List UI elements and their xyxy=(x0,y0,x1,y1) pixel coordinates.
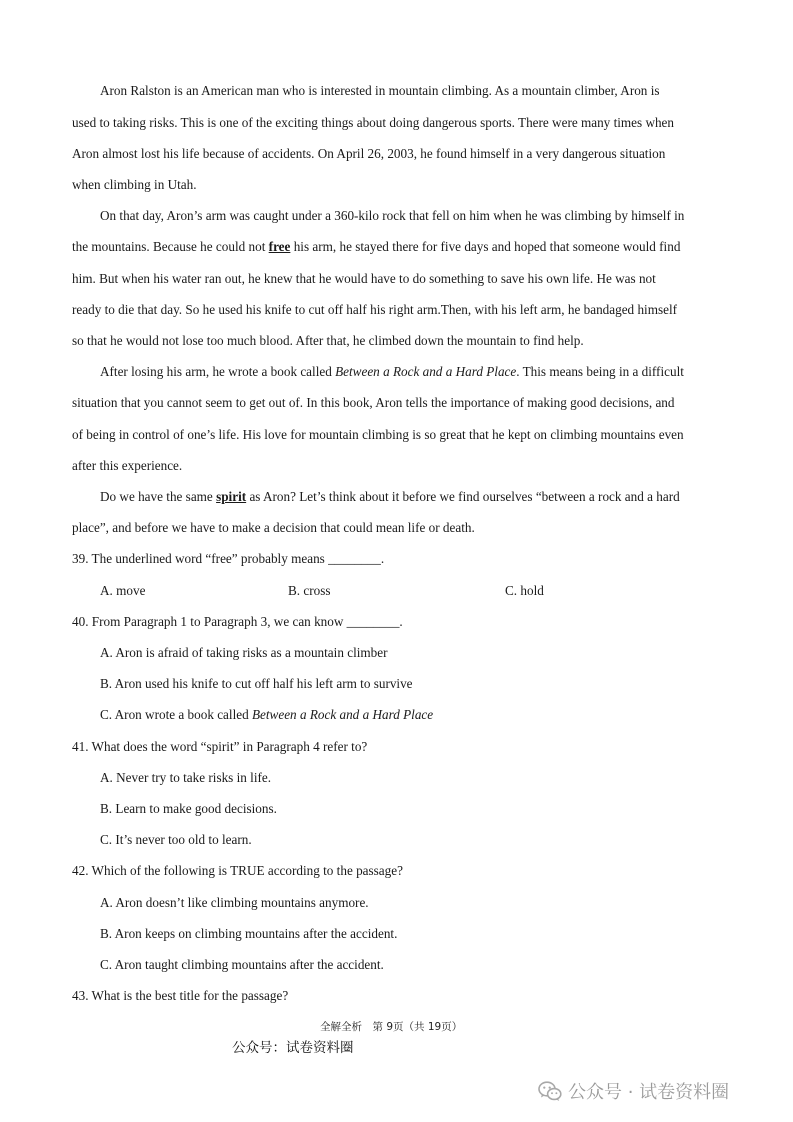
option-text: C. Aron wrote a book called xyxy=(100,707,252,722)
paragraph-1-line-3: Aron almost lost his life because of accidents. On April 26, 2003, he found himself in a very dangerous situation xyxy=(72,146,666,161)
paragraph-1-line-1: Aron Ralston is an American man who is interested in mountain climbing. As a mountain climber, Aron is xyxy=(100,83,660,98)
question-41-option-c: C. It’s never too old to learn. xyxy=(100,832,252,847)
paragraph-1-line-2: used to taking risks. This is one of the exciting things about doing dangerous sports. There were many times when xyxy=(72,115,675,130)
question-40-option-c xyxy=(100,707,433,723)
book-title: Between a Rock and a Hard Place xyxy=(335,364,517,379)
account-label: 公众号：试卷资料圈 xyxy=(232,1040,354,1056)
paragraph-3-text: After losing his arm, he wrote a book called xyxy=(100,364,336,379)
paragraph-3-line-4: after this experience. xyxy=(72,458,183,473)
question-42-stem: 42. Which of the following is TRUE according to the passage? xyxy=(72,863,403,878)
underlined-word-free: free xyxy=(268,239,291,254)
paragraph-4-text: Do we have the same xyxy=(100,489,217,504)
underlined-word-spirit: spirit xyxy=(216,489,247,504)
paragraph-3-line-2: situation that you cannot seem to get out of. In this book, Aron tells the importance of making good decisions, and xyxy=(72,395,675,410)
paragraph-4-text: as Aron? Let’s think about it before we find ourselves “between a rock and a hard xyxy=(246,489,680,504)
question-41-option-b: B. Learn to make good decisions. xyxy=(100,801,277,816)
question-43-stem: 43. What is the best title for the passage? xyxy=(72,988,289,1003)
paragraph-3-line-1 xyxy=(100,364,684,380)
question-39-stem: 39. The underlined word “free” probably means ________. xyxy=(72,551,385,566)
question-40-option-b: B. Aron used his knife to cut off half his left arm to survive xyxy=(100,676,413,691)
paragraph-2-line-3: him. But when his water ran out, he knew that he would have to do something to save his own life. He was not xyxy=(72,271,656,286)
paragraph-2-text: the mountains. Because he could not xyxy=(72,239,269,254)
question-39-option-a: A. move xyxy=(100,583,146,598)
question-40-option-a: A. Aron is afraid of taking risks as a mountain climber xyxy=(100,645,388,660)
question-41-stem: 41. What does the word “spirit” in Paragraph 4 refer to? xyxy=(72,739,368,754)
watermark xyxy=(538,1078,729,1104)
question-42-option-c: C. Aron taught climbing mountains after the accident. xyxy=(100,957,384,972)
paragraph-2-line-5: so that he would not lose too much blood. After that, he climbed down the mountain to find help. xyxy=(72,333,584,348)
question-42-option-b: B. Aron keeps on climbing mountains after the accident. xyxy=(100,926,398,941)
question-40-stem: 40. From Paragraph 1 to Paragraph 3, we can know ________. xyxy=(72,614,403,629)
paragraph-3-text: . This means being in a difficult xyxy=(516,364,684,379)
paragraph-3-line-3: of being in control of one’s life. His love for mountain climbing is so great that he kept on climbing mountains even xyxy=(72,427,684,442)
paragraph-2-line-1: On that day, Aron’s arm was caught under a 360-kilo rock that fell on him when he was climbing by himself in xyxy=(100,208,685,223)
paragraph-2-line-2 xyxy=(72,239,680,255)
book-title: Between a Rock and a Hard Place xyxy=(251,707,434,722)
paragraph-4-line-2: place”, and before we have to make a decision that could mean life or death. xyxy=(72,520,475,535)
question-41-option-a: A. Never try to take risks in life. xyxy=(100,770,272,785)
question-39-option-b: B. cross xyxy=(288,583,331,598)
paragraph-2-line-4: ready to die that day. So he used his knife to cut off half his right arm.Then, with his left arm, he bandaged himself xyxy=(72,302,678,317)
paragraph-2-text: his arm, he stayed there for five days and hoped that someone would find xyxy=(290,239,681,254)
question-42-option-a: A. Aron doesn’t like climbing mountains anymore. xyxy=(100,895,369,910)
paragraph-4-line-1 xyxy=(100,489,680,505)
watermark-text: 公众号 · 试卷资料圈 xyxy=(568,1082,730,1103)
wechat-icon xyxy=(538,1080,562,1102)
question-39-option-c: C. hold xyxy=(505,583,544,598)
page-footer: 全解全析 第 9页（共 19页） xyxy=(320,1021,463,1033)
paragraph-1-line-4: when climbing in Utah. xyxy=(72,177,197,192)
